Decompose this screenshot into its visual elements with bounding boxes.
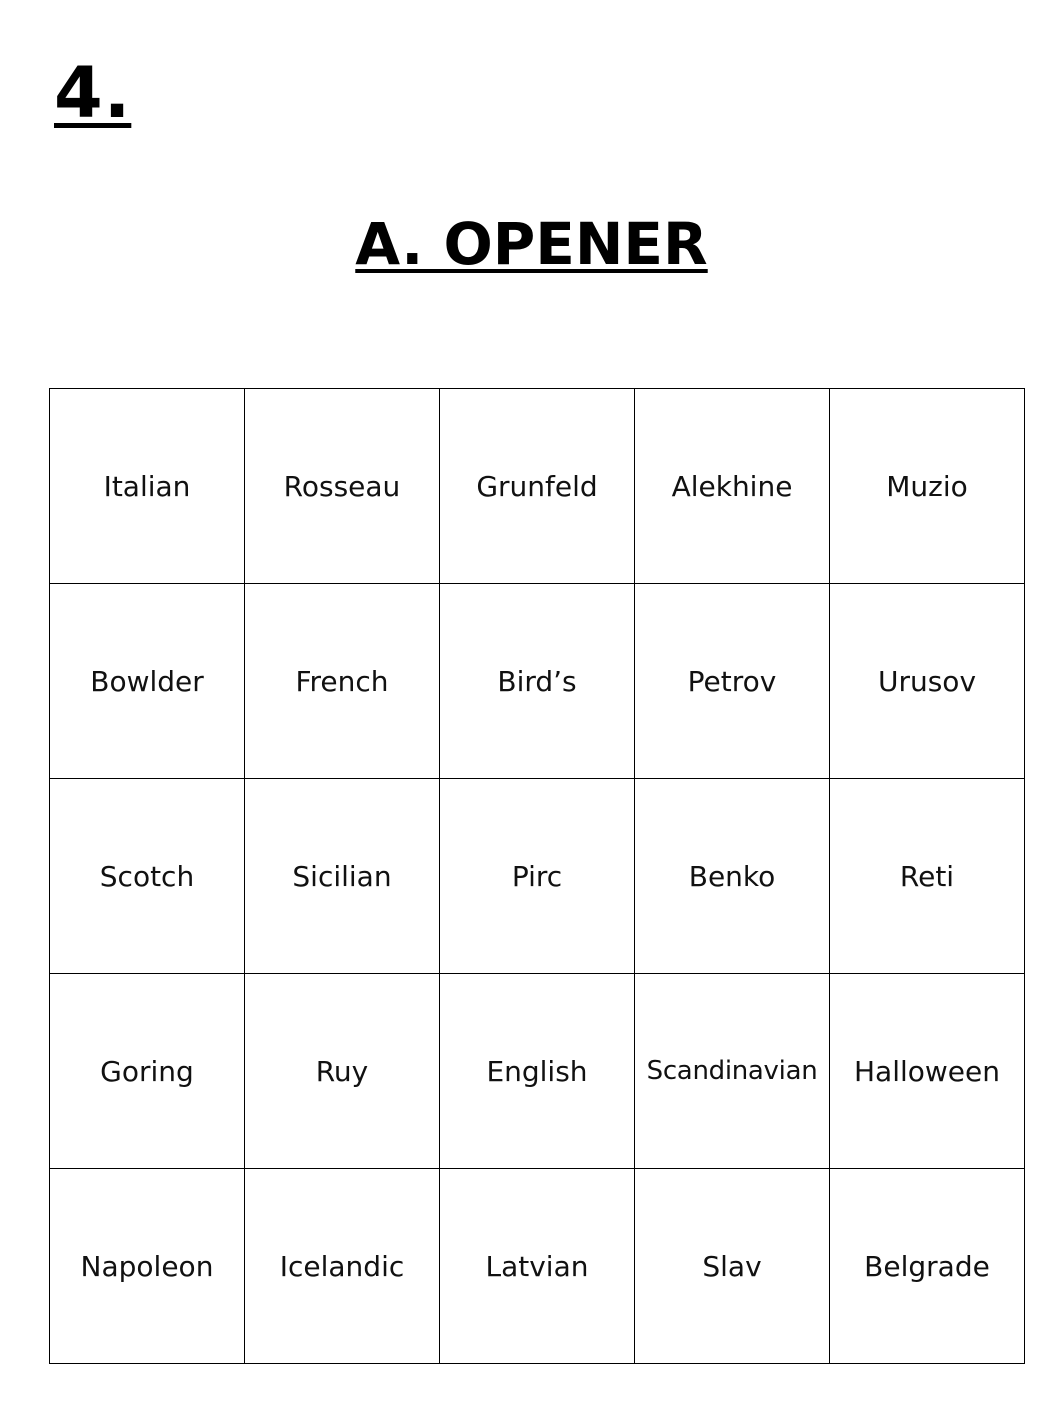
grid-cell: Sicilian bbox=[245, 779, 440, 974]
grid-cell: Petrov bbox=[635, 584, 830, 779]
grid-cell: Italian bbox=[50, 389, 245, 584]
grid-cell: Bird’s bbox=[440, 584, 635, 779]
grid-cell: Muzio bbox=[830, 389, 1025, 584]
grid-cell: Alekhine bbox=[635, 389, 830, 584]
grid-cell: Rosseau bbox=[245, 389, 440, 584]
grid-row bbox=[50, 1169, 1025, 1364]
grid-cell: Icelandic bbox=[245, 1169, 440, 1364]
page-title: A. OPENER bbox=[355, 210, 708, 278]
grid-cell: English bbox=[440, 974, 635, 1169]
grid-cell: Latvian bbox=[440, 1169, 635, 1364]
grid-row bbox=[50, 584, 1025, 779]
grid-cell: Goring bbox=[50, 974, 245, 1169]
grid-cell: Grunfeld bbox=[440, 389, 635, 584]
grid-cell: Belgrade bbox=[830, 1169, 1025, 1364]
grid-cell: French bbox=[245, 584, 440, 779]
grid-row bbox=[50, 974, 1025, 1169]
grid-cell: Reti bbox=[830, 779, 1025, 974]
grid-cell: Napoleon bbox=[50, 1169, 245, 1364]
grid-cell: Scotch bbox=[50, 779, 245, 974]
grid-cell: Scandinavian bbox=[635, 974, 830, 1169]
grid-cell: Urusov bbox=[830, 584, 1025, 779]
grid-cell: Benko bbox=[635, 779, 830, 974]
grid-cell: Ruy bbox=[245, 974, 440, 1169]
grid-cell: Pirc bbox=[440, 779, 635, 974]
grid-cell: Bowlder bbox=[50, 584, 245, 779]
opening-grid bbox=[49, 388, 1025, 1364]
grid-row bbox=[50, 779, 1025, 974]
grid-cell: Slav bbox=[635, 1169, 830, 1364]
grid-cell: Halloween bbox=[830, 974, 1025, 1169]
grid-row bbox=[50, 389, 1025, 584]
page-number: 4. bbox=[54, 52, 132, 134]
